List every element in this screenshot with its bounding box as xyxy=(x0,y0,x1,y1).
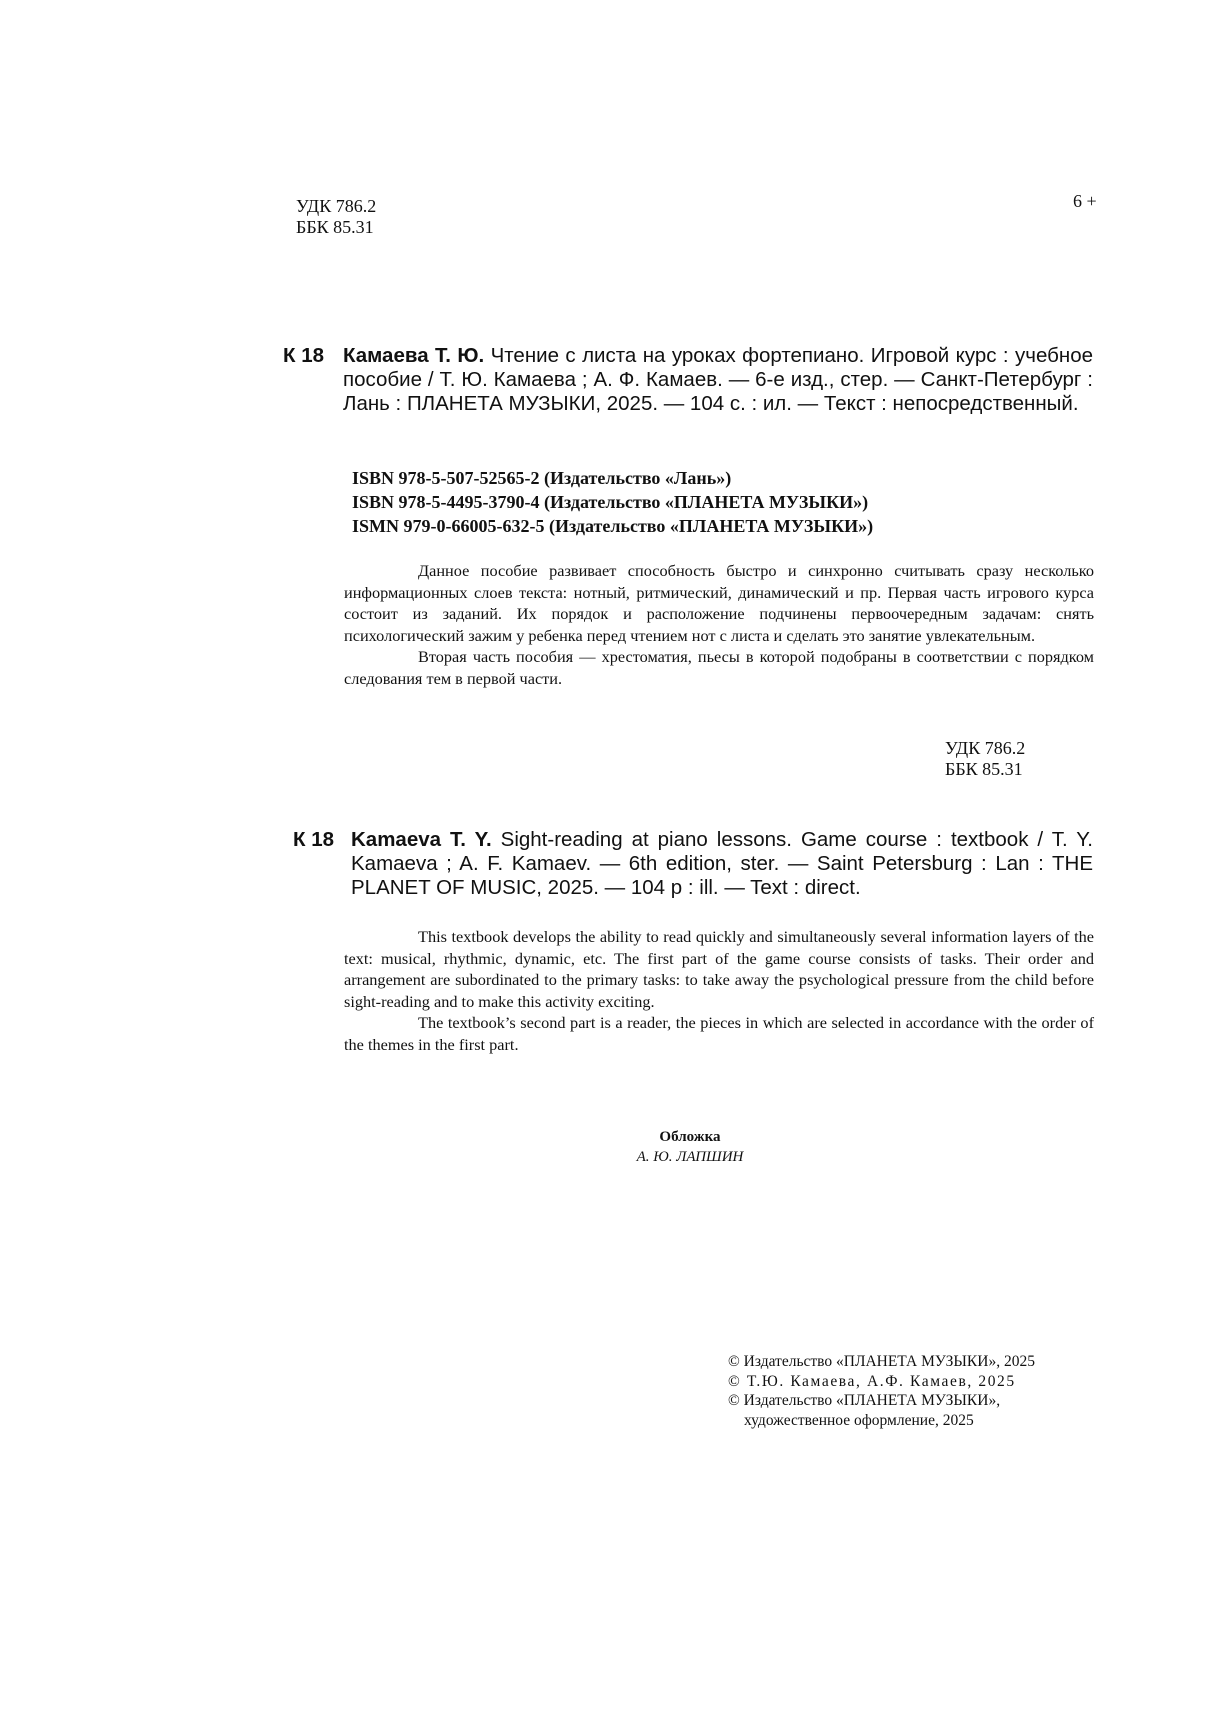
udk-code: УДК 786.2 xyxy=(945,738,1026,758)
age-rating: 6 + xyxy=(1073,191,1097,211)
bibliographic-entry-ru xyxy=(283,344,1093,416)
entry-body xyxy=(343,344,1093,416)
bibliographic-entry-en xyxy=(293,828,1093,900)
classification-codes-right xyxy=(945,738,1025,780)
copyright-block xyxy=(728,1352,1035,1430)
entry-description: Sight-reading at piano lessons. Game course : textbook / T. Y. Kamaeva ; A. F. Kamaev. — 6th edition, ster. — Saint Petersburg : Lan : THE PLANET OF MUSIC, 2025. — 104 p : ill. — Text : direct. xyxy=(351,828,1093,899)
author-name: Камаева Т. Ю. xyxy=(343,344,485,367)
author-mark: К 18 xyxy=(293,828,335,851)
author-mark: К 18 xyxy=(283,344,325,367)
isbn-lan: ISBN 978-5-507-52565-2 (Издательство «Лань») xyxy=(352,468,732,488)
copyright-line: © Издательство «ПЛАНЕТА МУЗЫКИ», 2025 xyxy=(728,1353,1035,1370)
isbn-list xyxy=(352,466,873,538)
copyright-line: © Т.Ю. Камаева, А.Ф. Камаев, 2025 xyxy=(728,1372,1016,1390)
abstract-ru xyxy=(344,560,1094,689)
bbk-code: ББК 85.31 xyxy=(945,759,1023,779)
cover-artist: А. Ю. ЛАПШИН xyxy=(636,1149,744,1165)
ismn-planet: ISMN 979-0-66005-632-5 (Издательство «ПЛАНЕТА МУЗЫКИ») xyxy=(352,516,874,536)
classification-codes-top xyxy=(296,196,376,238)
abstract-paragraph: The textbook’s second part is a reader, the pieces in which are selected in accordance with the order of the themes in the first part. xyxy=(344,1013,1094,1054)
isbn-planet: ISBN 978-5-4495-3790-4 (Издательство «ПЛАНЕТА МУЗЫКИ») xyxy=(352,492,869,512)
udk-code: УДК 786.2 xyxy=(296,196,377,216)
abstract-paragraph: Данное пособие развивает способность быстро и синхронно считывать сразу несколько информационных слоев текста: нотный, ритмический, динамический и пр. Первая часть игрового курса состоит из заданий. Их порядок и расположение подчинены первоочередным задачам: снять психологический зажим у ребенка перед чтением нот с листа и сделать это занятие увлекательным. xyxy=(344,561,1094,645)
abstract-en xyxy=(344,926,1094,1055)
bbk-code: ББК 85.31 xyxy=(296,217,374,237)
cover-credit xyxy=(580,1127,800,1167)
cover-label: Обложка xyxy=(659,1129,721,1145)
copyright-line: © Издательство «ПЛАНЕТА МУЗЫКИ», xyxy=(728,1392,1001,1409)
copyright-line: художественное оформление, 2025 xyxy=(744,1411,974,1429)
abstract-paragraph: This textbook develops the ability to read quickly and simultaneously several information layers of the text: musical, rhythmic, dynamic, etc. The first part of the game course consists of tasks. Their order and arrangement are subordinated to the primary tasks: to take away the psychological pressure from the child before sight-reading and to make this activity exciting. xyxy=(344,927,1094,1011)
entry-body xyxy=(351,828,1093,900)
author-name: Kamaeva T. Y. xyxy=(351,828,492,851)
entry-description: Чтение с листа на уроках фортепиано. Игровой курс : учебное пособие / Т. Ю. Камаева ; А. Ф. Камаев. — 6-е изд., стер. — Санкт-Петербург : Лань : ПЛАНЕТА МУЗЫКИ, 2025. — 104 с. : ил. — Текст : непосредственный. xyxy=(343,344,1094,415)
abstract-paragraph: Вторая часть пособия — хрестоматия, пьесы в которой подобраны в соответствии с порядком следования тем в первой части. xyxy=(344,647,1094,688)
